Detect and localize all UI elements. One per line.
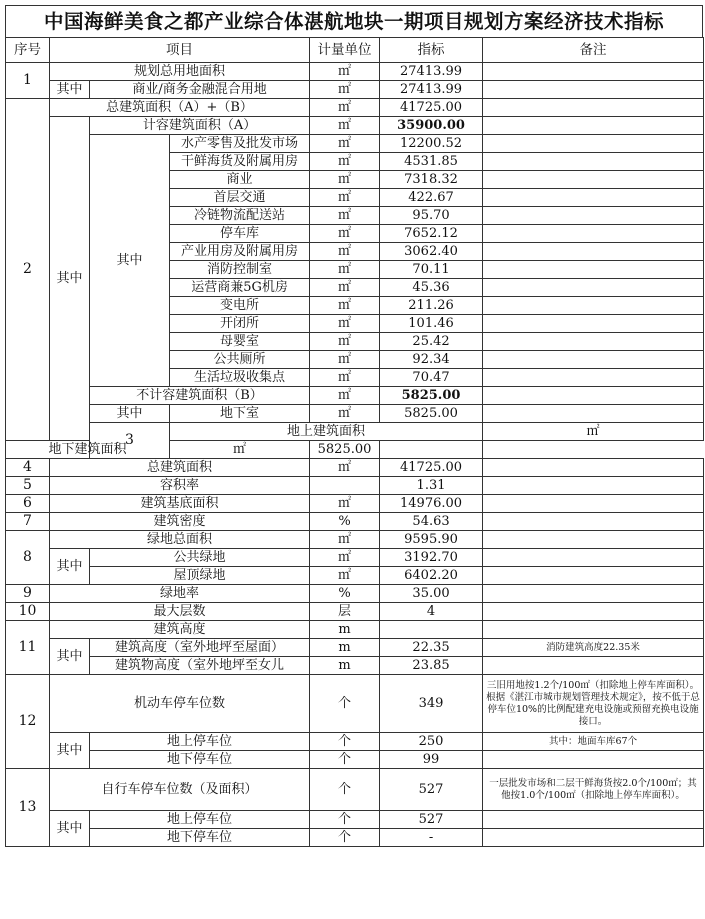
- note-cell: [483, 189, 704, 207]
- unit-cell: %: [310, 513, 380, 531]
- value-cell: 99: [380, 751, 483, 769]
- unit-cell: ㎡: [310, 99, 380, 117]
- value-cell: 45.36: [380, 279, 483, 297]
- note-cell: [483, 99, 704, 117]
- value-cell: [380, 621, 483, 639]
- unit-cell: 个: [310, 675, 380, 733]
- item-cell: 产业用房及附属用房: [170, 243, 310, 261]
- note-cell: [483, 135, 704, 153]
- unit-cell: ㎡: [310, 459, 380, 477]
- unit-cell: ㎡: [310, 279, 380, 297]
- item-cell: 规划总用地面积: [50, 63, 310, 81]
- item-cell: 屋顶绿地: [90, 567, 310, 585]
- unit-cell: m: [310, 621, 380, 639]
- unit-cell: ㎡: [310, 405, 380, 423]
- value-cell: 27413.99: [380, 63, 483, 81]
- item-cell: 建筑密度: [50, 513, 310, 531]
- note-cell: [483, 495, 704, 513]
- note-cell: [483, 333, 704, 351]
- table-row: [6, 603, 704, 621]
- value-cell: 41725.00: [380, 459, 483, 477]
- table-row: [6, 829, 704, 847]
- value-cell: 70.11: [380, 261, 483, 279]
- value-cell: 5825.00: [380, 387, 483, 405]
- item-cell: 计容建筑面积（A）: [90, 117, 310, 135]
- value-cell: 422.67: [380, 189, 483, 207]
- note-cell: [483, 751, 704, 769]
- unit-cell: 个: [310, 811, 380, 829]
- table-row: [6, 675, 704, 733]
- item-cell: 地上停车位: [90, 733, 310, 751]
- sub-label-cell: 其中: [50, 117, 90, 441]
- table-row: [6, 769, 704, 811]
- value-cell: 250: [380, 733, 483, 751]
- note-cell: [483, 297, 704, 315]
- unit-cell: 个: [310, 769, 380, 811]
- item-cell: 建筑基底面积: [50, 495, 310, 513]
- unit-cell: %: [310, 585, 380, 603]
- seq-cell: 1: [6, 63, 50, 99]
- table-row: [6, 733, 704, 751]
- table-row: [6, 811, 704, 829]
- value-cell: 527: [380, 811, 483, 829]
- note-cell: [483, 459, 704, 477]
- item-cell: 商业: [170, 171, 310, 189]
- unit-cell: ㎡: [310, 351, 380, 369]
- seq-cell: 7: [6, 513, 50, 531]
- table-row: [6, 405, 704, 423]
- sub-label-cell: 其中: [50, 549, 90, 585]
- seq-cell: 4: [6, 459, 50, 477]
- value-cell: 101.46: [380, 315, 483, 333]
- table-row: [6, 99, 704, 117]
- table-row: [6, 495, 704, 513]
- value-cell: 35.00: [380, 585, 483, 603]
- note-cell: [483, 171, 704, 189]
- note-cell: [483, 549, 704, 567]
- note-cell: [483, 279, 704, 297]
- item-cell: 自行车停车位数（及面积）: [50, 769, 310, 811]
- value-cell: 35900.00: [380, 117, 483, 135]
- sub-label-cell: 其中: [50, 639, 90, 675]
- value-cell: 5825.00: [380, 405, 483, 423]
- note-cell: [483, 531, 704, 549]
- value-cell: 1.31: [380, 477, 483, 495]
- item-cell: 机动车停车位数: [50, 675, 310, 733]
- table-row: [6, 549, 704, 567]
- note-cell: [483, 811, 704, 829]
- note-cell: [483, 405, 704, 423]
- item-cell: 运营商兼5G机房: [170, 279, 310, 297]
- item-cell: 水产零售及批发市场: [170, 135, 310, 153]
- header-seq: 序号: [6, 38, 50, 63]
- seq-cell: 13: [6, 769, 50, 847]
- value-cell: 7318.32: [380, 171, 483, 189]
- unit-cell: ㎡: [170, 441, 310, 459]
- note-cell: [380, 441, 483, 459]
- unit-cell: ㎡: [310, 531, 380, 549]
- header-unit: 计量单位: [310, 38, 380, 63]
- item-cell: 总建筑面积: [50, 459, 310, 477]
- unit-cell: ㎡: [310, 567, 380, 585]
- value-cell: 211.26: [380, 297, 483, 315]
- value-cell: 9595.90: [380, 531, 483, 549]
- table-row: [6, 621, 704, 639]
- unit-cell: ㎡: [310, 171, 380, 189]
- unit-cell: ㎡: [310, 369, 380, 387]
- unit-cell: ㎡: [310, 63, 380, 81]
- table-row: [6, 63, 704, 81]
- seq-cell: 3: [90, 423, 170, 459]
- unit-cell: ㎡: [310, 117, 380, 135]
- item-cell: 地下建筑面积: [6, 441, 170, 459]
- unit-cell: 层: [310, 603, 380, 621]
- item-cell: 地下停车位: [90, 751, 310, 769]
- header-value: 指标: [380, 38, 483, 63]
- table-row: [6, 441, 704, 459]
- seq-cell: 5: [6, 477, 50, 495]
- note-cell: [483, 829, 704, 847]
- table-row: [6, 459, 704, 477]
- note-cell: [483, 603, 704, 621]
- item-cell: 母婴室: [170, 333, 310, 351]
- value-cell: 14976.00: [380, 495, 483, 513]
- unit-cell: ㎡: [483, 423, 704, 441]
- header-note: 备注: [483, 38, 704, 63]
- item-cell: 开闭所: [170, 315, 310, 333]
- unit-cell: ㎡: [310, 261, 380, 279]
- item-cell: 绿地总面积: [50, 531, 310, 549]
- indicator-table: [5, 37, 704, 847]
- item-cell: 容积率: [50, 477, 310, 495]
- value-cell: 23.85: [380, 657, 483, 675]
- item-cell: 停车库: [170, 225, 310, 243]
- unit-cell: ㎡: [310, 297, 380, 315]
- seq-cell: 2: [6, 99, 50, 441]
- item-cell: 地上停车位: [90, 811, 310, 829]
- item-cell: 冷链物流配送站: [170, 207, 310, 225]
- unit-cell: ㎡: [310, 135, 380, 153]
- table-row: [6, 81, 704, 99]
- unit-cell: ㎡: [310, 549, 380, 567]
- note-cell: [483, 153, 704, 171]
- note-cell: [483, 315, 704, 333]
- value-cell: 95.70: [380, 207, 483, 225]
- table-row: [6, 477, 704, 495]
- unit-cell: ㎡: [310, 243, 380, 261]
- table-row: [6, 657, 704, 675]
- unit-cell: 个: [310, 751, 380, 769]
- table-row: [6, 585, 704, 603]
- note-cell: 其中：地面车库67个: [483, 733, 704, 751]
- item-cell: 消防控制室: [170, 261, 310, 279]
- item-cell: 建筑物高度（室外地坪至女儿: [90, 657, 310, 675]
- sub-label-cell: 其中: [50, 81, 90, 99]
- seq-cell: 6: [6, 495, 50, 513]
- table-row: [6, 117, 704, 135]
- value-cell: 7652.12: [380, 225, 483, 243]
- note-cell: [483, 81, 704, 99]
- value-cell: 527: [380, 769, 483, 811]
- note-cell: [483, 63, 704, 81]
- table-row: [6, 639, 704, 657]
- sub-label-cell: 其中: [50, 733, 90, 769]
- item-cell: 地下室: [170, 405, 310, 423]
- unit-cell: ㎡: [310, 387, 380, 405]
- unit-cell: ㎡: [310, 153, 380, 171]
- table-row: [6, 751, 704, 769]
- note-cell: 三旧用地按1.2个/100㎡（扣除地上停车库面积）。根据《湛江市城市规划管理技术规定》，按不低于总停车位10%的比例配建充电设施或预留充换电设施接口。: [483, 675, 704, 733]
- unit-cell: ㎡: [310, 495, 380, 513]
- note-cell: [483, 117, 704, 135]
- note-cell: 消防建筑高度22.35米: [483, 639, 704, 657]
- item-cell: 公共厕所: [170, 351, 310, 369]
- value-cell: 349: [380, 675, 483, 733]
- unit-cell: ㎡: [310, 333, 380, 351]
- item-cell: 不计容建筑面积（B）: [90, 387, 310, 405]
- unit-cell: m: [310, 639, 380, 657]
- sub-label-cell: 其中: [90, 405, 170, 423]
- unit-cell: m: [310, 657, 380, 675]
- value-cell: 4: [380, 603, 483, 621]
- item-cell: 绿地率: [50, 585, 310, 603]
- table-row: [6, 567, 704, 585]
- unit-cell: [310, 477, 380, 495]
- item-cell: 变电所: [170, 297, 310, 315]
- value-cell: 25.42: [380, 333, 483, 351]
- value-cell: -: [380, 829, 483, 847]
- value-cell: 3192.70: [380, 549, 483, 567]
- item-cell: 地下停车位: [90, 829, 310, 847]
- unit-cell: 个: [310, 733, 380, 751]
- value-cell: 27413.99: [380, 81, 483, 99]
- value-cell: 6402.20: [380, 567, 483, 585]
- value-cell: 41725.00: [380, 99, 483, 117]
- seq-cell: 9: [6, 585, 50, 603]
- value-cell: 4531.85: [380, 153, 483, 171]
- note-cell: 一层批发市场和二层干鲜海货按2.0个/100㎡；其他按1.0个/100㎡（扣除地上停车库面积）。: [483, 769, 704, 811]
- item-cell: 干鲜海货及附属用房: [170, 153, 310, 171]
- table-row: [6, 531, 704, 549]
- note-cell: [483, 477, 704, 495]
- value-cell: 70.47: [380, 369, 483, 387]
- table-row: [6, 513, 704, 531]
- value-cell: 54.63: [380, 513, 483, 531]
- note-cell: [483, 513, 704, 531]
- item-cell: 商业/商务金融混合用地: [90, 81, 310, 99]
- value-cell: 22.35: [380, 639, 483, 657]
- unit-cell: ㎡: [310, 315, 380, 333]
- header-row: [6, 38, 704, 63]
- unit-cell: ㎡: [310, 81, 380, 99]
- sub-label-cell: 其中: [50, 811, 90, 847]
- sub-label-cell: 其中: [90, 135, 170, 387]
- note-cell: [483, 225, 704, 243]
- unit-cell: ㎡: [310, 207, 380, 225]
- seq-cell: 8: [6, 531, 50, 585]
- item-cell: 最大层数: [50, 603, 310, 621]
- seq-cell: 11: [6, 621, 50, 675]
- item-cell: 公共绿地: [90, 549, 310, 567]
- table-row: [6, 423, 704, 441]
- note-cell: [483, 387, 704, 405]
- sheet-title: 中国海鲜美食之都产业综合体湛航地块一期项目规划方案经济技术指标: [5, 5, 703, 37]
- note-cell: [483, 657, 704, 675]
- note-cell: [483, 621, 704, 639]
- value-cell: 5825.00: [310, 441, 380, 459]
- table-row: [6, 387, 704, 405]
- table-row: [6, 135, 704, 153]
- value-cell: 12200.52: [380, 135, 483, 153]
- seq-cell: 12: [6, 675, 50, 769]
- item-cell: 建筑高度: [50, 621, 310, 639]
- unit-cell: 个: [310, 829, 380, 847]
- header-item: 项目: [50, 38, 310, 63]
- note-cell: [483, 351, 704, 369]
- unit-cell: ㎡: [310, 189, 380, 207]
- note-cell: [483, 369, 704, 387]
- note-cell: [483, 585, 704, 603]
- note-cell: [483, 261, 704, 279]
- item-cell: 总建筑面积（A）+（B）: [50, 99, 310, 117]
- note-cell: [483, 243, 704, 261]
- item-cell: 建筑高度（室外地坪至屋面）: [90, 639, 310, 657]
- item-cell: 生活垃圾收集点: [170, 369, 310, 387]
- item-cell: 地上建筑面积: [170, 423, 483, 441]
- value-cell: 92.34: [380, 351, 483, 369]
- note-cell: [483, 567, 704, 585]
- value-cell: 3062.40: [380, 243, 483, 261]
- unit-cell: ㎡: [310, 225, 380, 243]
- note-cell: [483, 207, 704, 225]
- seq-cell: 10: [6, 603, 50, 621]
- item-cell: 首层交通: [170, 189, 310, 207]
